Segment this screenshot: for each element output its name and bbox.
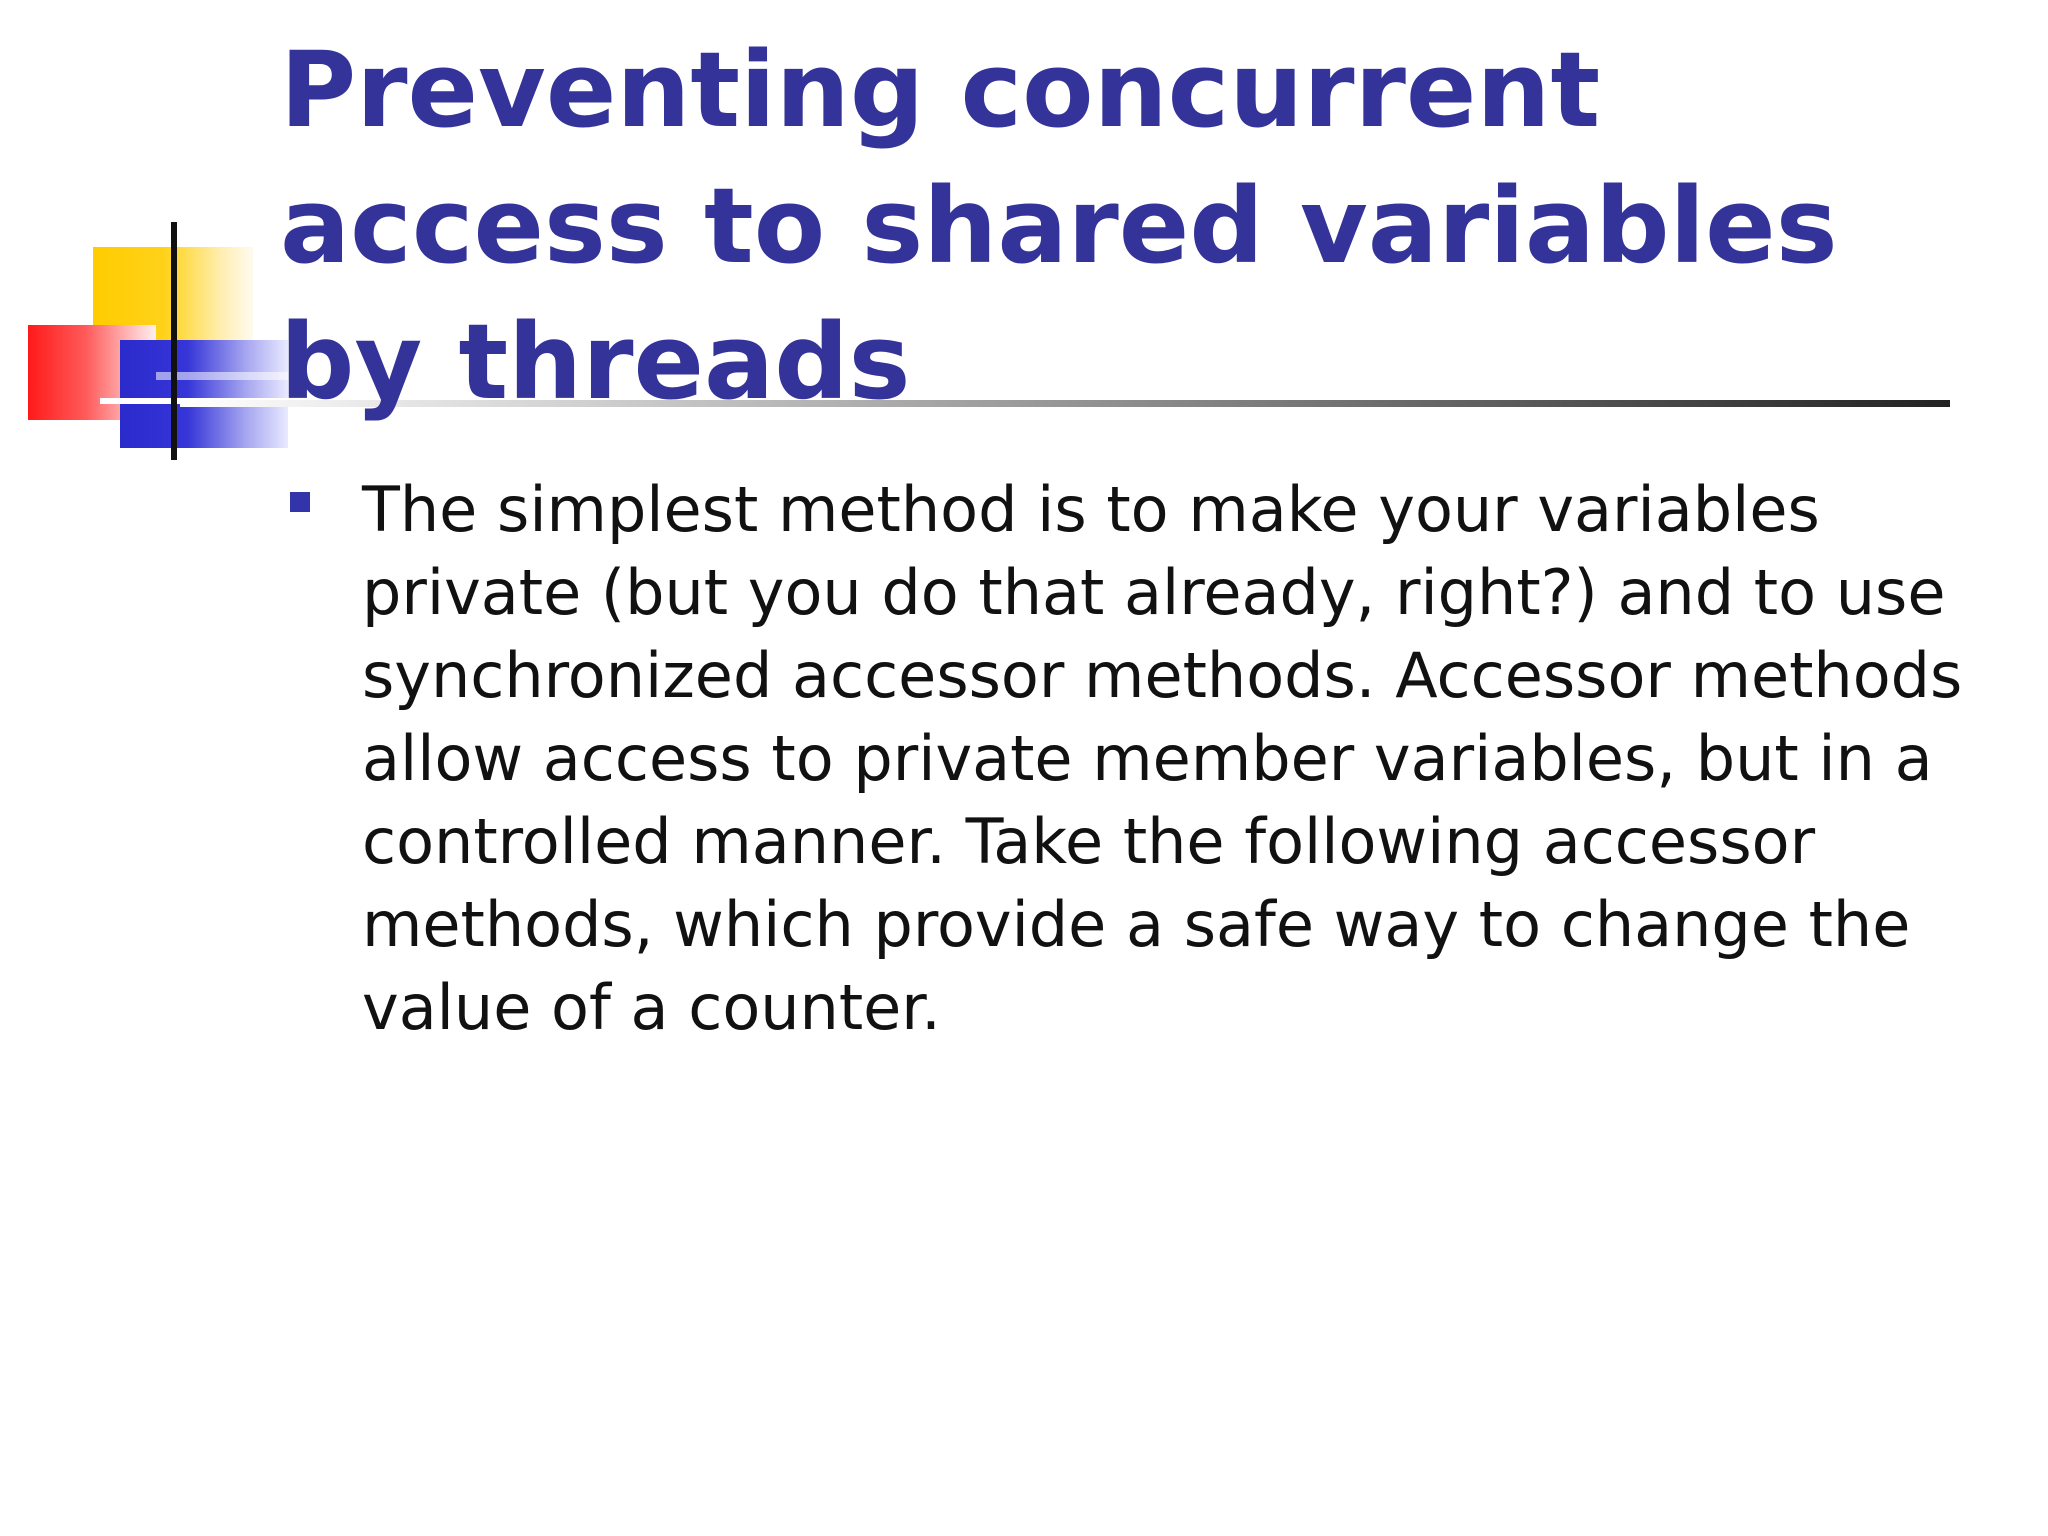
decorative-vertical-line	[171, 222, 177, 460]
decorative-blue-block	[120, 340, 288, 448]
slide-body	[290, 468, 1990, 1049]
bullet-text: The simplest method is to make your variables private (but you do that already, right?) and to use synchronized accessor methods. Accessor methods allow access to private member variables, but in a controlled manner. Take the following accessor methods, which provide a safe way to change the value of a counter.	[362, 473, 1963, 1044]
square-bullet-icon	[290, 492, 310, 512]
slide-title: Preventing concurrent access to shared variables by threads	[280, 29, 1838, 423]
bullet-item	[290, 468, 1990, 1049]
